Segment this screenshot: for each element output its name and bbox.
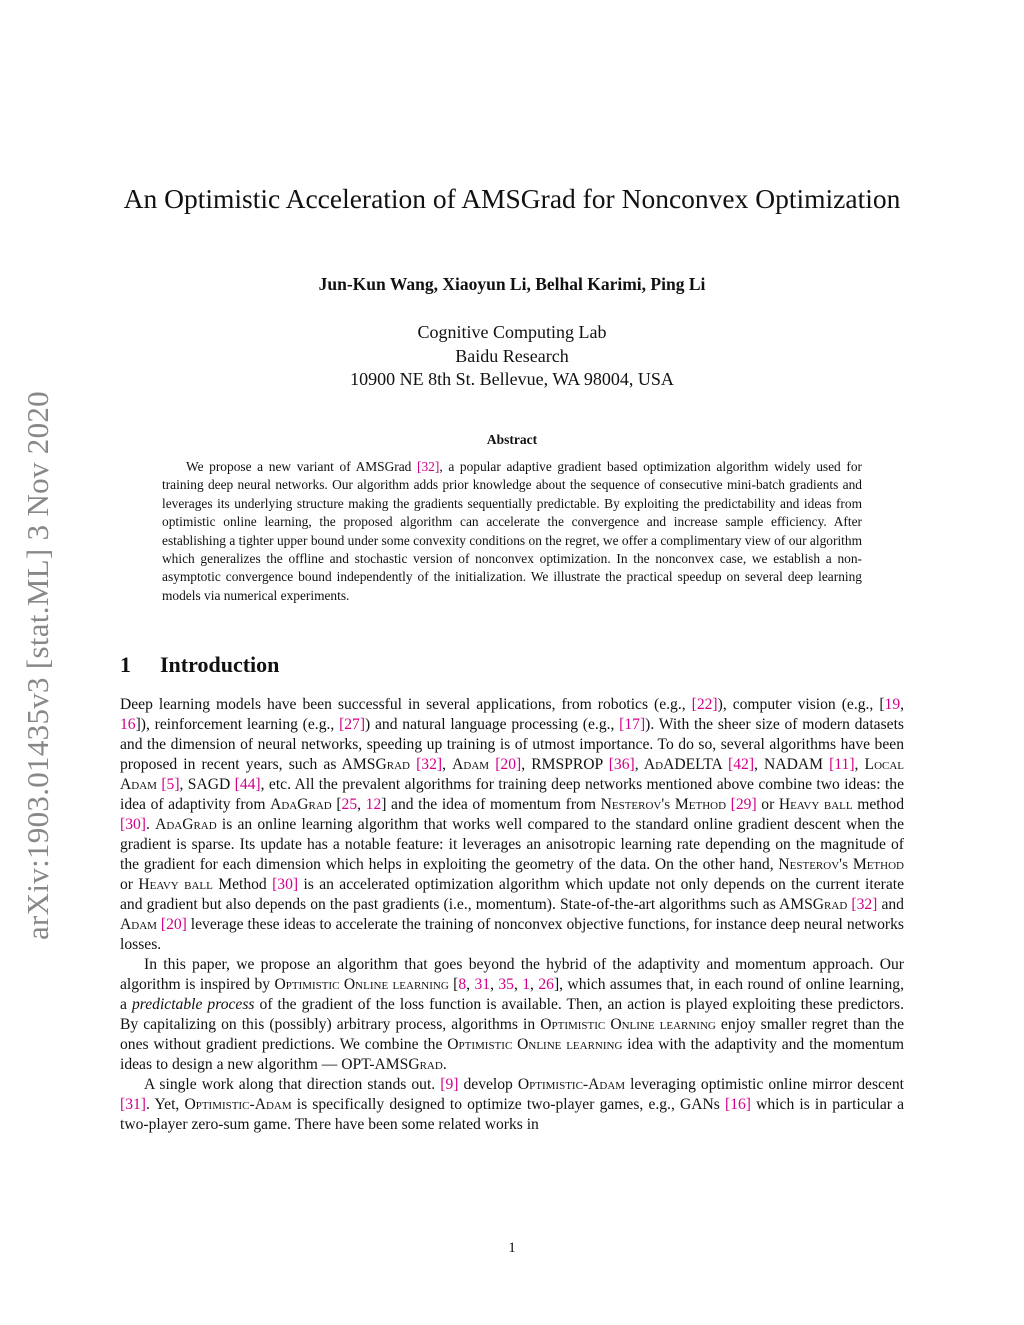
text-run: is an online learning algorithm that works well compared to the standard online gradient descent when the gradient is sparse. Its update has a notable feature: it leverages an anisotropic learning rate depending on the magnitude of the gradient for each dimension which helps in exploiting the geometry of the data. On the other hand, <box>120 816 904 873</box>
citation-link[interactable]: [16] <box>725 1096 751 1113</box>
algorithm-name: d <box>655 756 664 773</box>
algorithm-name: Adam <box>120 916 157 933</box>
text-run: . <box>442 1056 447 1073</box>
text-run: , <box>530 976 539 993</box>
text-run: We propose a new variant of AMSGrad <box>186 459 418 474</box>
citation-link[interactable]: 16 <box>120 716 136 733</box>
abstract-heading: Abstract <box>486 432 538 447</box>
citation-link[interactable]: 19 <box>884 696 901 713</box>
text-run: , <box>900 696 905 713</box>
citation-link[interactable]: [27] <box>339 716 366 733</box>
citation-link[interactable]: [30] <box>272 876 299 893</box>
paragraph <box>120 955 904 1075</box>
text-run: leverage these ideas to accelerate the training of nonconvex objective functions, for instance deep neural networks losses. <box>120 916 904 953</box>
text-run: ), computer vision (e.g., [ <box>717 696 885 713</box>
algorithm-name: Grad <box>408 1056 443 1073</box>
citation-link[interactable]: [36] <box>608 756 635 773</box>
text-run: ], which assumes that, in each round of online learning, a <box>120 976 904 1013</box>
citation-link[interactable]: [20] <box>160 916 187 933</box>
text-run: ]), reinforcement learning (e.g., <box>135 716 340 733</box>
algorithm-name: Local Adam <box>120 756 905 793</box>
algorithm-name: Grad <box>812 896 848 913</box>
text-run: , RMSPROP <box>521 756 609 773</box>
text-run: ). With the sheer size of modern datasets and the dimension of neural networks, speeding up training is of utmost importance. To do so, several algorithms have been proposed in recent years, such as AMS <box>120 716 904 773</box>
text-run: is an accelerated optimization algorithm which update not only depends on the current iterate and gradient but also depends on the past gradients (i.e., momentum). State-of-the-art algorithms such as AMS <box>120 876 905 913</box>
affiliation-address: 10900 NE 8th St. Bellevue, WA 98004, USA <box>350 369 674 389</box>
algorithm-name: Nesterov's Method <box>778 856 904 873</box>
algorithm-name: Optimistic-Adam <box>184 1096 292 1113</box>
text-run: [ <box>448 976 459 993</box>
affiliation-lab: Cognitive Computing Lab <box>417 322 607 342</box>
text-run: ADELTA <box>663 756 729 773</box>
text-run: develop <box>458 1076 518 1093</box>
citation-link[interactable]: [44] <box>234 776 261 793</box>
section-title: Introduction <box>160 652 280 677</box>
text-run: In this paper, we propose an algorithm that goes beyond the hybrid of the adaptivity and momentum approach. Our algorithm is inspired by <box>120 956 904 993</box>
text-run: , <box>442 756 453 773</box>
citation-link[interactable]: [30] <box>120 816 146 833</box>
text-run: idea with the adaptivity and the momentum ideas to design a new algorithm — OPT-AMS <box>120 1036 904 1073</box>
citation-link[interactable]: [32] <box>416 756 443 773</box>
text-run: . Yet, <box>145 1096 185 1113</box>
citation-link[interactable]: 26 <box>538 976 554 993</box>
citation-link[interactable]: [32] <box>417 459 440 474</box>
text-run: , NADAM <box>754 756 830 773</box>
page-number: 1 <box>508 1240 516 1256</box>
text-run: , <box>357 796 366 813</box>
algorithm-name: Adam <box>452 756 490 773</box>
paper-title: An Optimistic Acceleration of AMSGrad for Nonconvex Optimization <box>123 183 901 214</box>
algorithm-name: Nesterov's Method <box>600 796 727 813</box>
text-run: , <box>513 976 523 993</box>
algorithm-name: Optimistic Online learning <box>540 1016 716 1033</box>
text-run: A single work along that direction stands out. <box>144 1076 441 1093</box>
text-run: or <box>120 876 139 893</box>
affiliation-org: Baidu Research <box>455 345 569 366</box>
body-text <box>120 695 904 1135</box>
text-run: Deep learning models have been successful in several applications, from robotics (e.g., <box>120 696 692 713</box>
text-run: , etc. All the prevalent algorithms for training deep networks mentioned above combine two ideas: the idea of adaptivity from <box>120 776 904 813</box>
algorithm-name: AdaGrad <box>155 816 217 833</box>
algorithm-name: Optimistic Online learning <box>447 1036 623 1053</box>
text-run: leveraging optimistic online mirror descent <box>625 1076 904 1093</box>
algorithm-name: Heavy ball <box>778 796 853 813</box>
citation-link[interactable]: [11] <box>829 756 855 773</box>
text-run: . <box>145 816 156 833</box>
text-run: of the gradient of the loss function is available. Then, an action is played exploiting these predictors. By capitalizing on this (possibly) arbitrary process, algorithms in <box>120 996 904 1033</box>
text-run: , SAGD <box>179 776 235 793</box>
affiliation <box>120 321 904 392</box>
text-run: method <box>852 796 904 813</box>
text-run: is specifically designed to optimize two-player games, e.g., GANs <box>291 1096 725 1113</box>
text-run: , <box>466 976 475 993</box>
citation-link[interactable]: 35 <box>498 976 514 993</box>
text-run: and <box>877 896 904 913</box>
citation-link[interactable]: [17] <box>619 716 646 733</box>
text-run: ] and the idea of momentum from <box>381 796 601 813</box>
text-run: or <box>756 796 779 813</box>
paragraph <box>120 695 904 955</box>
text-run: , a popular adaptive gradient based optimization algorithm widely used for training deep neural networks. Our algorithm adds prior knowledge about the sequence of consecutive mini-batch gradients and leverages its underlying structure making the gradients sequentially predictable. By exploiting the predictability and ideas from optimistic online learning, the proposed algorithm can accelerate the convergence and increase sample efficiency. After establishing a tighter upper bound under some convexity conditions on the regret, we offer a complimentary view of our algorithm which generalizes the offline and stochastic version of nonconvex optimization. In the nonconvex case, we establish a non-asymptotic convergence bound independently of the initialization. We illustrate the practical speedup on several deep learning models via numerical experiments. <box>162 459 862 603</box>
text-run: ) and natural language processing (e.g., <box>365 716 620 733</box>
citation-link[interactable]: 12 <box>365 796 382 813</box>
algorithm-name: Heavy ball <box>138 876 213 893</box>
text-run: , A <box>634 756 656 773</box>
citation-link[interactable]: [5] <box>161 776 180 793</box>
text-run: enjoy smaller regret than the ones without gradient predictions. We combine the <box>120 1016 904 1053</box>
emphasis-text: predictable process <box>131 996 255 1013</box>
algorithm-name: Grad <box>375 756 410 773</box>
citation-link[interactable]: [29] <box>730 796 757 813</box>
author-list: Jun-Kun Wang, Xiaoyun Li, Belhal Karimi, Ping Li <box>318 274 706 294</box>
text-run: [ <box>331 796 342 813</box>
arxiv-identifier: arXiv:1903.01435v3 [stat.ML] 3 Nov 2020 <box>20 391 55 940</box>
algorithm-name: AdaGrad <box>270 796 332 813</box>
text-run: Method <box>212 876 273 893</box>
abstract-text <box>162 458 862 605</box>
text-run: , <box>854 756 865 773</box>
citation-link[interactable]: 25 <box>341 796 358 813</box>
citation-link[interactable]: [20] <box>495 756 522 773</box>
citation-link[interactable]: 8 <box>458 976 467 993</box>
algorithm-name: Optimistic-Adam <box>517 1076 626 1093</box>
citation-link[interactable]: 1 <box>522 976 531 993</box>
citation-link[interactable]: [22] <box>691 696 718 713</box>
algorithm-name: Optimistic Online learning <box>274 976 449 993</box>
citation-link[interactable]: [42] <box>728 756 755 773</box>
paragraph <box>120 1075 904 1135</box>
citation-link[interactable]: [32] <box>851 896 878 913</box>
citation-link[interactable]: 31 <box>474 976 491 993</box>
text-run: which is in particular a two-player zero-sum game. There have been some related works in <box>120 1096 904 1133</box>
section-number: 1 <box>120 652 131 677</box>
citation-link[interactable]: [9] <box>440 1076 459 1093</box>
section-heading <box>120 652 279 678</box>
text-run: , <box>490 976 499 993</box>
citation-link[interactable]: [31] <box>120 1096 146 1113</box>
